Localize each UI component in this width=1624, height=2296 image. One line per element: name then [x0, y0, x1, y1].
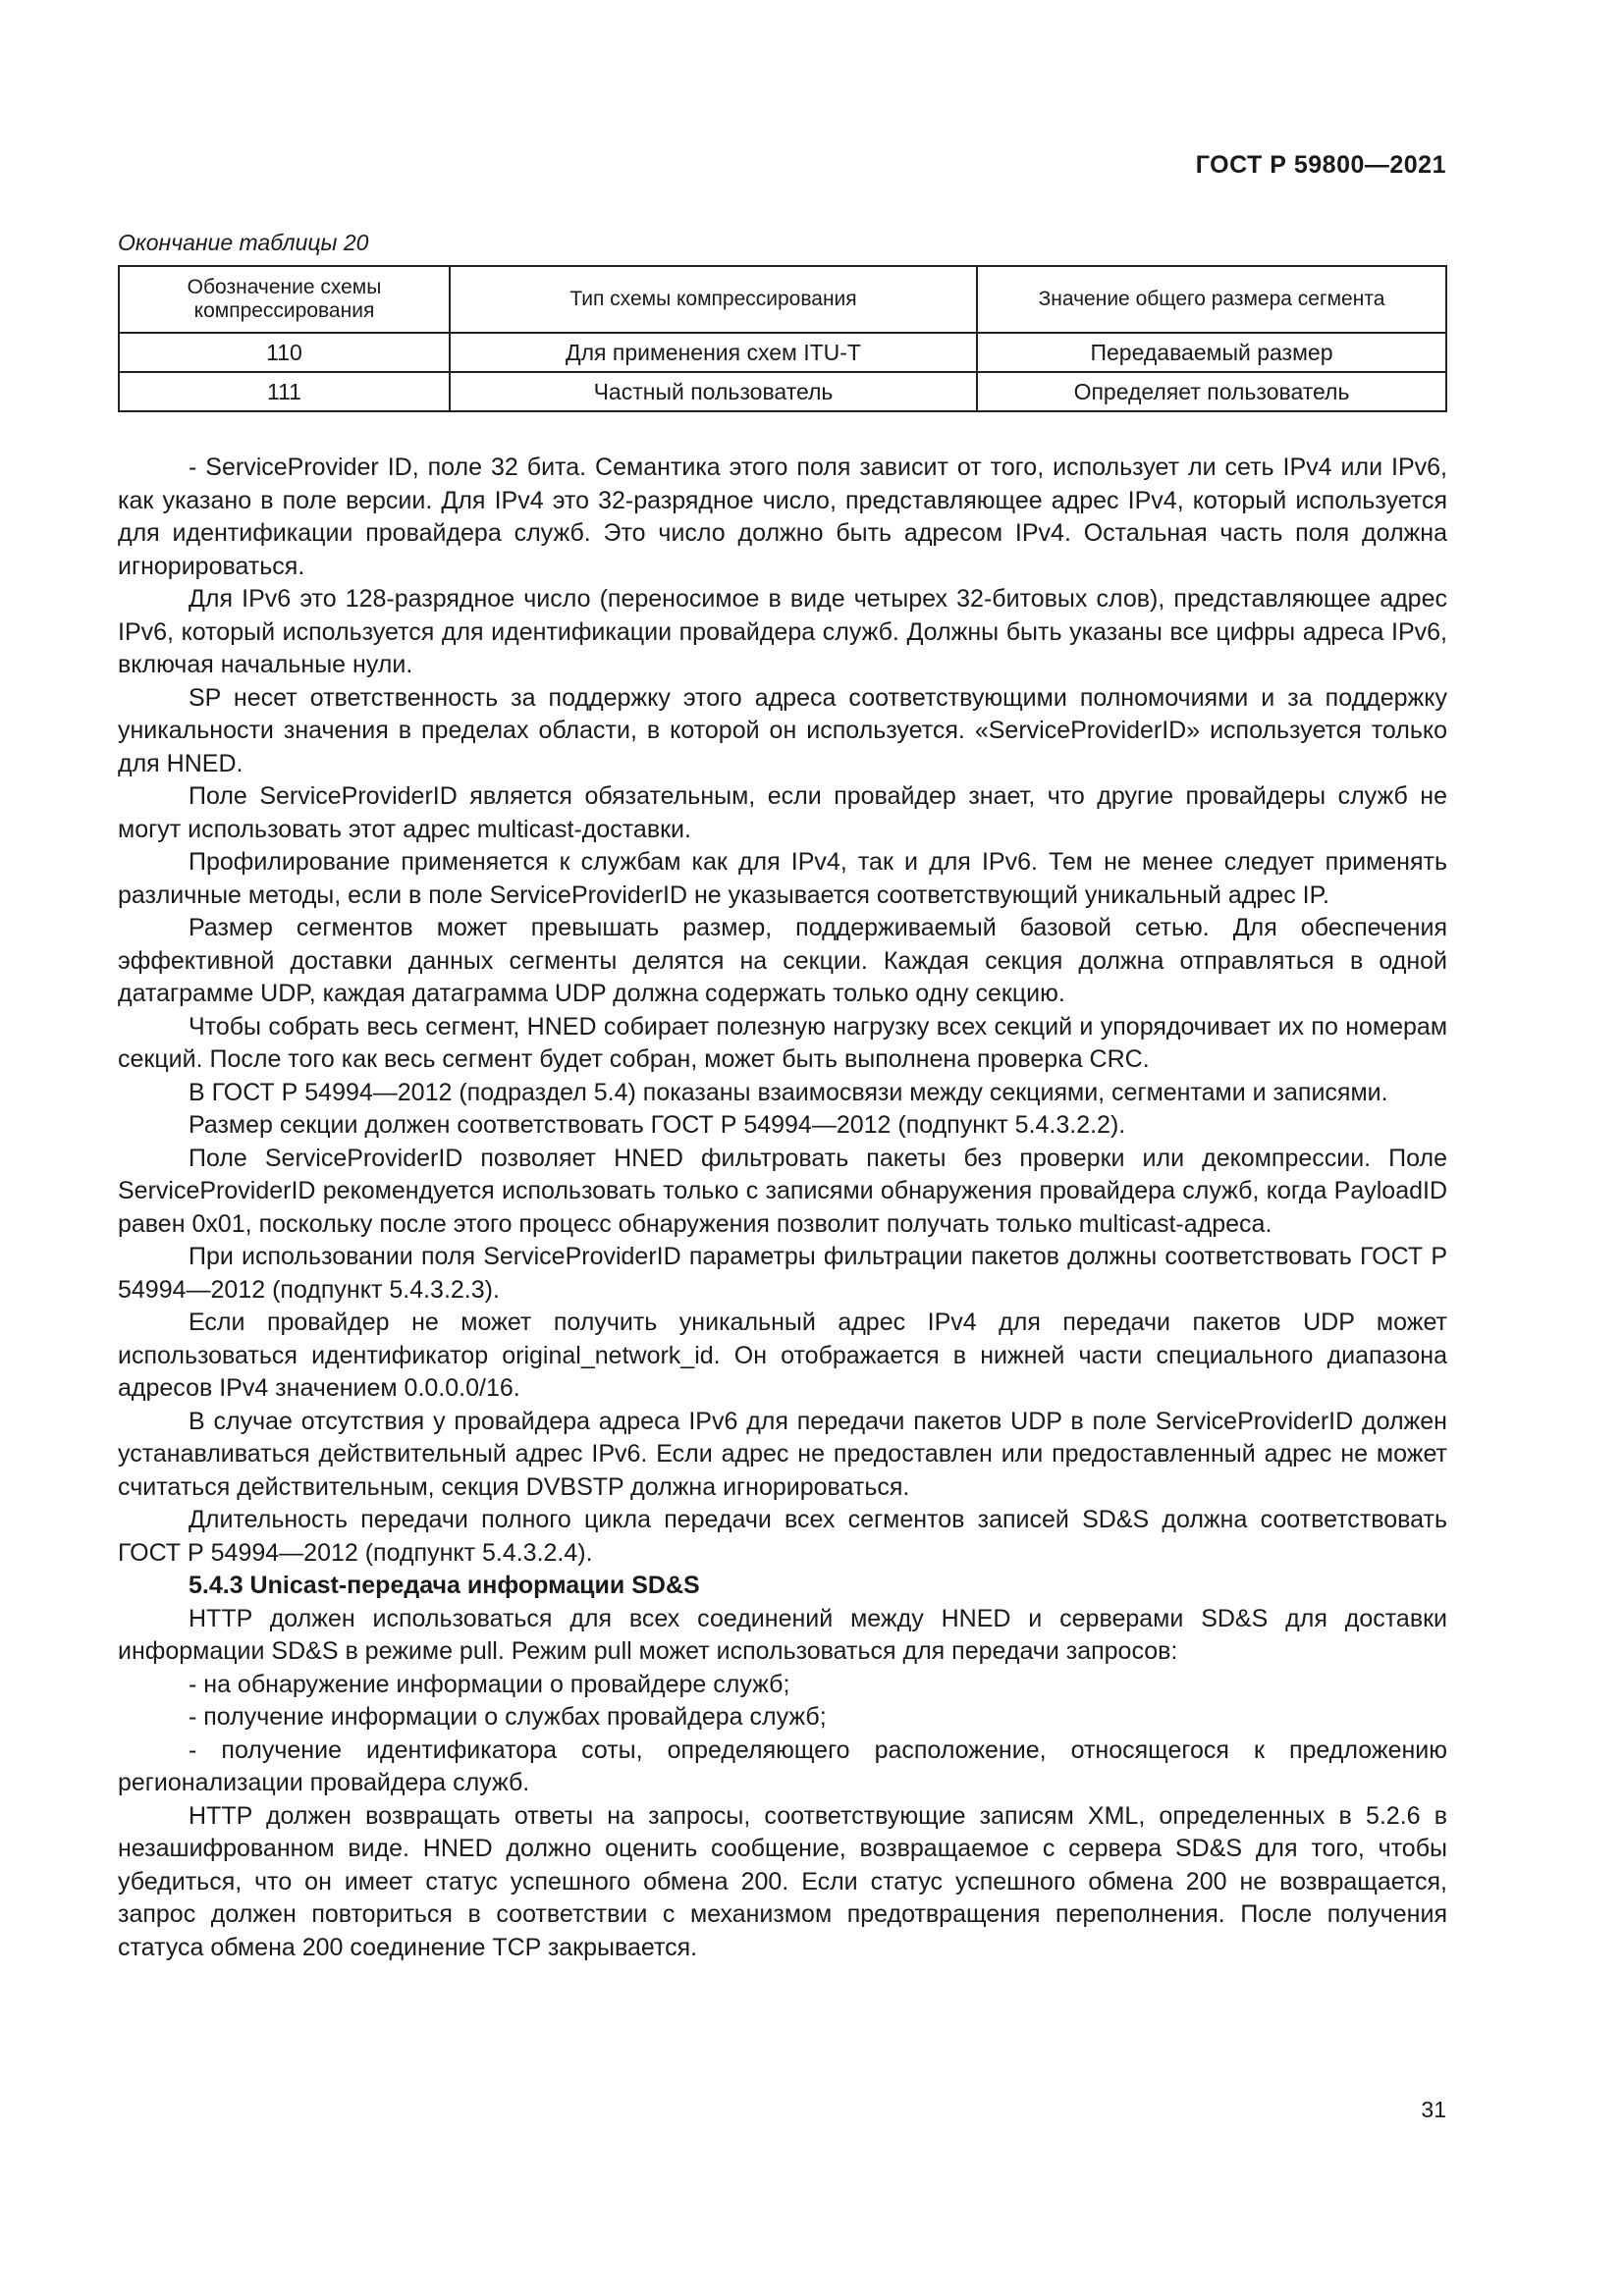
paragraph: Профилирование применяется к службам как для IPv4, так и для IPv6. Тем не менее следует применять различные методы, если в поле ServiceProviderID не указывается соответствующий уникальный адрес IP. — [118, 848, 1447, 909]
paragraph: Длительность передачи полного цикла передачи всех сегментов записей SD&S должна соответствовать ГОСТ Р 54994—2012 (подпункт 5.4.3.2.4). — [118, 1506, 1447, 1567]
column-header-scheme-type: Тип схемы компрессирования — [450, 266, 977, 333]
table-cell: Передаваемый размер — [977, 333, 1446, 372]
paragraph: Чтобы собрать весь сегмент, HNED собирает полезную нагрузку всех секций и упорядочивает их по номерам секций. После того как весь сегмент будет собран, может быть выполнена проверка CRC. — [118, 1012, 1447, 1073]
paragraph: SP несет ответственность за поддержку этого адреса соответствующими полномочиями и за поддержку уникальности значения в пределах области, в которой он используется. «ServiceProviderID» используется только для HNED. — [118, 683, 1447, 777]
page-number: 31 — [1421, 2097, 1446, 2122]
paragraph: Поле ServiceProviderID является обязательным, если провайдер знает, что другие провайдеры служб не могут использовать этот адрес multicast-доставки. — [118, 782, 1447, 843]
compression-table — [118, 265, 1447, 412]
paragraph: В ГОСТ Р 54994—2012 (подраздел 5.4) показаны взаимосвязи между секциями, сегментами и записями. — [189, 1078, 1388, 1106]
table-cell: Частный пользователь — [450, 372, 977, 411]
section-heading: 5.4.3 Unicast-передача информации SD&S — [189, 1572, 700, 1599]
paragraph: Размер сегментов может превышать размер, поддерживаемый базовой сетью. Для обеспечения эффективной доставки данных сегменты делятся на секции. Каждая секция должна отправляться в одной датаграмме UDP, каждая датаграмма UDP должна содержать только одну секцию. — [118, 914, 1447, 1007]
column-header-scheme-designation: Обозначение схемы компрессирования — [119, 266, 450, 333]
table-row — [119, 333, 1446, 372]
document-body — [118, 452, 1447, 1964]
paragraph: Для IPv6 это 128-разрядное число (переносимое в виде четырех 32-битовых слов), представляющее адрес IPv6, который используется для идентификации провайдера служб. Должны быть указаны все цифры адреса IPv6, включая начальные нули. — [118, 585, 1447, 678]
list-item: - получение информации о службах провайдера служб; — [189, 1703, 827, 1731]
list-item: - получение идентификатора соты, определяющего расположение, относящегося к предложению регионализации провайдера служб. — [118, 1735, 1447, 1796]
table-caption: Окончание таблицы 20 — [118, 230, 369, 255]
table-row — [119, 372, 1446, 411]
paragraph: HTTP должен использоваться для всех соединений между HNED и серверами SD&S для доставки информации SD&S в режиме pull. Режим pull может использоваться для передачи запросов: — [118, 1604, 1447, 1665]
table-header-row — [119, 266, 1446, 333]
paragraph: При использовании поля ServiceProviderID параметры фильтрации пакетов должны соответствовать ГОСТ Р 54994—2012 (подпункт 5.4.3.2.3). — [118, 1243, 1447, 1304]
column-header-segment-size: Значение общего размера сегмента — [977, 266, 1446, 333]
table-cell: Определяет пользователь — [977, 372, 1446, 411]
list-item: - на обнаружение информации о провайдере служб; — [189, 1670, 790, 1698]
table-cell: Для применения схем ITU-T — [450, 333, 977, 372]
table-cell: 110 — [119, 333, 450, 372]
document-standard-header: ГОСТ Р 59800—2021 — [1195, 151, 1446, 179]
paragraph: - ServiceProvider ID, поле 32 бита. Семантика этого поля зависит от того, использует ли сеть IPv4 или IPv6, как указано в поле версии. Для IPv4 это 32-разрядное число, представляющее адрес IPv4, который используется для идентификации провайдера служб. Это число должно быть адресом IPv4. Остальная часть поля должна игнорироваться. — [118, 454, 1447, 580]
paragraph: Поле ServiceProviderID позволяет HNED фильтровать пакеты без проверки или декомпрессии. Поле ServiceProviderID рекомендуется использовать только с записями обнаружения провайдера служб, когда PayloadID равен 0x01, поскольку после этого процесс обнаружения позволит получать только multicast-адреса. — [118, 1144, 1447, 1238]
paragraph: Размер секции должен соответствовать ГОСТ Р 54994—2012 (подпункт 5.4.3.2.2). — [189, 1111, 1126, 1139]
paragraph: HTTP должен возвращать ответы на запросы, соответствующие записям XML, определенных в 5.2.6 в незашифрованном виде. HNED должно оценить сообщение, возвращаемое с сервера SD&S для того, чтобы убедиться, что он имеет статус успешного обмена 200. Если статус успешного обмена 200 не возвращается, запрос должен повториться в соответствии с механизмом предотвращения переполнения. После получения статуса обмена 200 соединение TCP закрывается. — [118, 1801, 1447, 1961]
paragraph: В случае отсутствия у провайдера адреса IPv6 для передачи пакетов UDP в поле ServiceProviderID должен устанавливаться действительный адрес IPv6. Если адрес не предоставлен или предоставленный адрес не может считаться действительным, секция DVBSTP должна игнорироваться. — [118, 1407, 1447, 1501]
paragraph: Если провайдер не может получить уникальный адрес IPv4 для передачи пакетов UDP может использоваться идентификатор original_network_id. Он отображается в нижней части специального диапазона адресов IPv4 значением 0.0.0.0/16. — [118, 1308, 1447, 1402]
table-cell: 111 — [119, 372, 450, 411]
